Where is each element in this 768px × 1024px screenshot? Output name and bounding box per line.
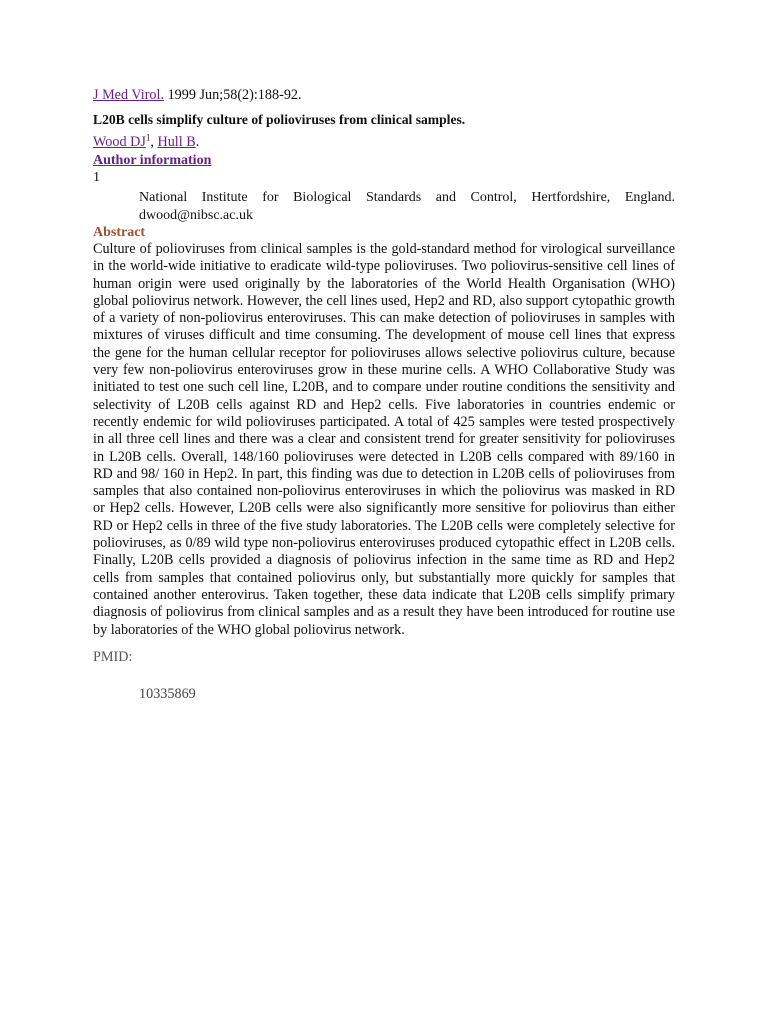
abstract-text: Culture of polioviruses from clinical samples is the gold-standard method for virological surveillance in the world-wide initiative to eradicate wild-type polioviruses. Two poliovirus-sensitive cell lines of human origin were used originally by the laboratories of the World Health Organisation (WHO) global poliovirus network. However, the cell lines used, Hep2 and RD, also support cytopathic growth of a variety of non-poliovirus enteroviruses. This can make detection of polioviruses in samples with mixtures of viruses difficult and time consuming. The development of mouse cell lines that express the gene for the human cellular receptor for polioviruses allows selective poliovirus culture, because very few non-poliovirus enteroviruses grow in these murine cells. A WHO Collaborative Study was initiated to test one such cell line, L20B, and to compare under routine conditions the sensitivity and selectivity of L20B cells against RD and Hep2 cells. Five laboratories in countries endemic or recently endemic for wild polioviruses participated. A total of 425 samples were tested prospectively in all three cell lines and there was a clear and consistent trend for greater sensitivity for polioviruses in L20B cells. Overall, 148/160 polioviruses were detected in L20B cells compared with 89/160 in RD and 98/ 160 in Hep2. In part, this finding was due to detection in L20B cells of polioviruses from samples that also contained non-poliovirus enteroviruses in which the poliovirus was masked in RD or Hep2 cells. However, L20B cells were also significantly more sensitive for poliovirus than either RD or Hep2 cells in three of the five study laboratories. The L20B cells were completely selective for polioviruses, as 0/89 wild type non-poliovirus enteroviruses produced cytopathic effect in L20B cells. Finally, L20B cells provided a diagnosis of poliovirus infection in the same time as RD and Hep2 cells from samples that contained poliovirus only, but substantially more quickly for samples that contained another enterovirus. Taken together, these data indicate that L20B cells simplify primary diagnosis of poliovirus from clinical samples and as a result they have been introduced for routine use by laboratories of the WHO global poliovirus network. bbox=[93, 241, 675, 638]
author-link-hull[interactable]: Hull B bbox=[157, 134, 196, 150]
citation-details: 1999 Jun;58(2):188-92. bbox=[164, 87, 302, 103]
author-affiliation-sup: 1 bbox=[145, 132, 151, 143]
abstract-heading: Abstract bbox=[93, 225, 146, 240]
author-link-wood[interactable]: Wood DJ bbox=[93, 134, 146, 150]
article-title: L20B cells simplify culture of polioviruses from clinical samples. bbox=[93, 112, 466, 127]
author-information-toggle[interactable]: Author information bbox=[93, 153, 212, 168]
affiliation-text: National Institute for Biological Standards and Control, Hertfordshire, England. dwood@nibsc.ac.uk bbox=[139, 190, 675, 223]
journal-link[interactable]: J Med Virol. bbox=[93, 87, 165, 103]
author-separator: , bbox=[150, 134, 158, 150]
pmid-value: 10335869 bbox=[139, 685, 196, 702]
article-record bbox=[93, 86, 675, 703]
author-terminator: . bbox=[195, 134, 200, 150]
pmid-label: PMID: bbox=[93, 648, 133, 665]
author-list bbox=[93, 133, 675, 151]
citation-line bbox=[93, 86, 675, 104]
affiliation-number: 1 bbox=[93, 170, 100, 185]
